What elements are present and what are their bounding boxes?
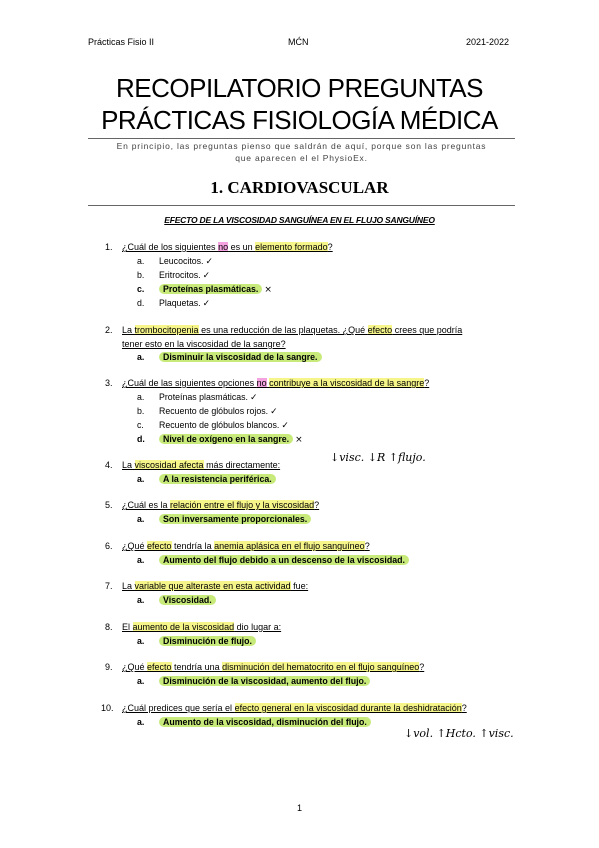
check-icon: ✓ — [250, 393, 258, 403]
question-5: 5. ¿Cuál es la relación entre el flujo y la viscosidad? — [105, 500, 320, 510]
handwritten-note-2: ↓vol. ↑Hcto. ↑visc. — [404, 727, 514, 740]
q1-option-d: d. Plaquetas. ✓ — [137, 298, 211, 309]
question-1: 1. ¿Cuál de los siguientes no es un elemento formado? — [105, 242, 333, 252]
question-4: 4. La viscosidad afecta más directamente: — [105, 460, 281, 470]
q3-option-a: a. Proteínas plasmáticas. ✓ — [137, 392, 258, 403]
question-9: 9. ¿Qué efecto tendría una disminución del hematocrito en el flujo sanguíneo? — [105, 662, 425, 672]
check-icon: ✓ — [202, 299, 211, 309]
question-2: 2. La trombocitopenia es una reducción de las plaquetas. ¿Qué efecto crees que podría tener esto en la viscosidad de la sangre? — [105, 325, 463, 349]
section-heading: 1. CARDIOVASCULAR — [210, 178, 389, 197]
q3-option-b: b. Recuento de glóbulos rojos. ✓ — [137, 406, 278, 417]
q3-option-d: d. Nivel de oxígeno en la sangre. × — [137, 434, 303, 445]
cross-icon: × — [295, 435, 303, 445]
title-rule — [88, 138, 515, 139]
subsection-heading: EFECTO DE LA VISCOSIDAD SANGUÍNEA EN EL FLUJO SANGUÍNEO — [164, 215, 435, 225]
question-8: 8. El aumento de la viscosidad dio lugar a: — [105, 622, 282, 632]
q5-option-a: a. Son inversamente proporcionales. — [137, 512, 311, 526]
check-icon: ✓ — [281, 421, 289, 431]
check-icon: ✓ — [270, 407, 278, 417]
q2-option-a: a. Disminuir la viscosidad de la sangre. — [137, 350, 322, 364]
page-title-line-1: RECOPILATORIO PREGUNTAS — [115, 73, 483, 103]
intro-text: En principio, las preguntas pienso que saldrán de aquí, porque son las preguntas que aparecen el el PhysioEx. — [116, 141, 487, 163]
q7-option-a: a. Viscosidad. — [137, 593, 216, 607]
q1-option-a: a. Leucocitos. ✓ — [137, 256, 214, 267]
question-10: 10. ¿Cuál predices que sería el efecto general en la viscosidad durante la deshidratación? — [101, 703, 467, 713]
page-number: 1 — [296, 803, 302, 813]
q1-option-c: c. Proteínas plasmáticas. × — [137, 284, 272, 295]
cross-icon: × — [264, 285, 272, 295]
header-right: 2021-2022 — [466, 37, 510, 47]
handwritten-note-1: ↓visc. ↓R ↑flujo. — [330, 451, 426, 464]
section-rule — [88, 205, 515, 206]
question-6: 6. ¿Qué efecto tendría la anemia aplásica en el flujo sanguíneo? — [105, 541, 370, 551]
check-icon: ✓ — [202, 271, 211, 281]
header-left: Prácticas Fisio II — [88, 37, 155, 47]
q3-option-c: c. Recuento de glóbulos blancos. ✓ — [137, 420, 289, 431]
header-center: MĆN — [288, 37, 309, 47]
check-icon: ✓ — [205, 257, 214, 267]
q4-option-a: a. A la resistencia periférica. — [137, 472, 276, 486]
q10-option-a: a. Aumento de la viscosidad, disminución del flujo. — [137, 715, 371, 729]
page-title-line-2: PRÁCTICAS FISIOLOGÍA MÉDICA — [101, 105, 498, 135]
q1-option-b: b. Eritrocitos. ✓ — [137, 270, 211, 281]
q9-option-a: a. Disminución de la viscosidad, aumento del flujo. — [137, 674, 370, 688]
q8-option-a: a. Disminución de flujo. — [137, 634, 256, 648]
q6-option-a: a. Aumento del flujo debido a un descenso de la viscosidad. — [137, 553, 409, 567]
question-3: 3. ¿Cuál de las siguientes opciones no contribuye a la viscosidad de la sangre? — [105, 378, 430, 388]
question-7: 7. La variable que alteraste en esta actividad fue: — [105, 581, 309, 591]
